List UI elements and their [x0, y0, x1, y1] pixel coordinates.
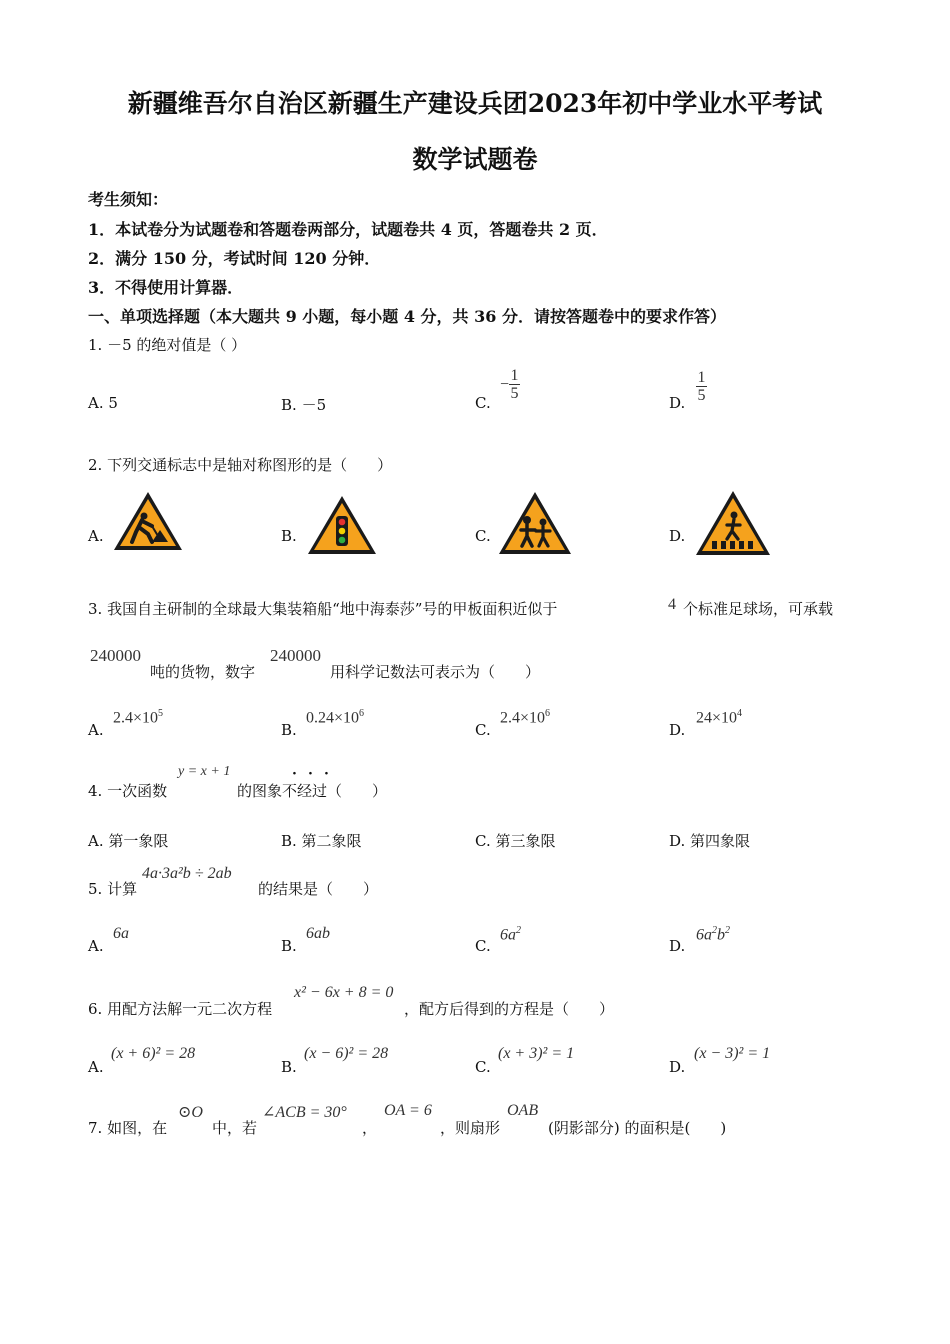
q1-c-denominator: 5	[510, 385, 519, 402]
q5-formula: 4a·3a²b ÷ 2ab	[142, 865, 232, 882]
q3-c-label: C.	[475, 721, 491, 739]
q3-c-exp: 6	[545, 708, 551, 719]
q1-c-frac	[509, 367, 520, 402]
pedestrian-crossing-sign-icon	[694, 489, 772, 557]
q7-part1: 7. 如图，在	[88, 1119, 168, 1137]
q1-option-b	[281, 394, 326, 415]
notice-item-3: 3．不得使用计算器．	[88, 278, 244, 297]
q7-circle-o: ⊙O	[178, 1104, 203, 1121]
q4-formula: y = x + 1	[178, 764, 231, 779]
q3-end-text: 用科学记数法可表示为（ ）	[330, 663, 541, 681]
q7-oa: OA = 6	[384, 1102, 432, 1119]
emphasis-dot: ·	[292, 766, 297, 782]
q7-part3: ，	[362, 1119, 378, 1137]
children-crossing-sign-icon	[497, 490, 573, 556]
q1-d-numerator: 1	[697, 369, 706, 386]
q5-d-label: D.	[669, 937, 686, 955]
q1-a-label: A.	[88, 394, 104, 412]
q1-c-sign: −	[500, 375, 510, 393]
q3-value1: 240000	[90, 646, 141, 665]
q6-a-label: A.	[88, 1058, 104, 1076]
q2-a-label: A.	[88, 527, 104, 545]
q3-stem-part2: 个标准足球场，可承载	[683, 600, 834, 618]
q2-stem: 2. 下列交通标志中是轴对称图形的是（ ）	[88, 456, 393, 474]
q3-a-label: A.	[88, 721, 104, 739]
q6-b-value: (x − 6)² = 28	[304, 1045, 389, 1062]
q2-c-label: C.	[475, 527, 491, 545]
q3-d-label: D.	[669, 721, 686, 739]
q3-stem-part1: 3. 我国自主研制的全球最大集装箱船“地中海泰莎”号的甲板面积近似于	[88, 600, 558, 618]
q3-a-base: 2.4×10	[113, 709, 159, 727]
q4-option-d: D. 第四象限	[669, 832, 751, 850]
roadwork-sign-icon	[112, 490, 184, 552]
q1-a-text: 5	[108, 394, 118, 412]
q5-a-value: 6a	[113, 925, 129, 942]
q1-d-denominator: 5	[697, 387, 706, 404]
q5-a-label: A.	[88, 937, 104, 955]
q5-b-value: 6ab	[306, 925, 330, 942]
q1-c-label: C.	[475, 394, 491, 412]
emphasis-dot: ·	[308, 766, 313, 782]
q1-d-label: D.	[669, 394, 686, 412]
q3-a-value	[113, 708, 163, 727]
q6-d-value: (x − 3)² = 1	[694, 1045, 771, 1062]
q6-c-label: C.	[475, 1058, 491, 1076]
exam-title: 新疆维吾尔自治区新疆生产建设兵团2023年初中学业水平考试	[127, 89, 823, 118]
q6-d-label: D.	[669, 1058, 686, 1076]
q7-part2: 中，若	[212, 1119, 258, 1137]
q4-option-b: B. 第二象限	[281, 832, 362, 850]
q1-c-numerator: 1	[510, 367, 519, 384]
q3-b-value	[306, 708, 364, 727]
q2-d-label: D.	[669, 527, 686, 545]
q7-part5: (阴影部分) 的面积是( )	[548, 1119, 727, 1137]
q5-c-label: C.	[475, 937, 491, 955]
q7-sector: OAB	[507, 1102, 539, 1119]
exam-subtitle: 数学试题卷	[412, 145, 538, 174]
q3-b-base: 0.24×10	[306, 709, 360, 727]
q3-d-exp: 4	[737, 708, 743, 719]
q6-a-value: (x + 6)² = 28	[111, 1045, 196, 1062]
q2-b-label: B.	[281, 527, 297, 545]
q3-stem-num: 4	[668, 596, 676, 613]
q3-c-value	[500, 708, 550, 727]
q1-option-c-fraction	[500, 367, 520, 402]
q5-c-value	[500, 925, 521, 944]
q6-formula: x² − 6x + 8 = 0	[294, 984, 394, 1001]
q5-c-base: 6a	[500, 926, 516, 944]
q5-d-value	[696, 925, 730, 944]
q1-b-label: B.	[281, 396, 297, 414]
q5-stem-suffix: 的结果是（ ）	[258, 880, 379, 898]
q3-d-value	[696, 708, 742, 727]
q5-d-base1: 6a	[696, 926, 712, 944]
notice-item-2: 2．满分 150 分，考试时间 120 分钟．	[88, 249, 381, 268]
q3-value2: 240000	[270, 646, 321, 665]
section-heading: 一、单项选择题（本大题共 9 小题，每小题 4 分，共 36 分．请按答题卷中的要求作答）	[88, 307, 726, 326]
notice-heading: 考生须知：	[88, 190, 169, 209]
q4-option-c: C. 第三象限	[475, 832, 556, 850]
q3-a-exp: 5	[158, 708, 164, 719]
q5-c-exp: 2	[516, 925, 521, 936]
q5-d-exp1: 2	[712, 925, 717, 936]
q7-part4: ，则扇形	[440, 1119, 501, 1137]
q6-stem-suffix: ，配方后得到的方程是（ ）	[404, 1000, 615, 1018]
traffic-light-sign-icon	[306, 494, 378, 556]
q1-option-a	[88, 394, 118, 412]
q4-option-a: A. 第一象限	[88, 832, 169, 850]
emphasis-dot: ·	[324, 766, 329, 782]
q3-b-label: B.	[281, 721, 297, 739]
q6-c-value: (x + 3)² = 1	[498, 1045, 575, 1062]
q7-angle: ∠ACB = 30°	[262, 1104, 347, 1121]
notice-item-1: 1．本试卷分为试题卷和答题卷两部分，试题卷共 4 页，答题卷共 2 页．	[88, 220, 608, 239]
q4-stem-prefix: 4. 一次函数	[88, 782, 168, 800]
q5-d-base2: b	[717, 926, 725, 944]
q1-stem: 1. －5 的绝对值是（ ）	[88, 336, 247, 354]
q4-stem-suffix: 的图象不经过（ ）	[237, 782, 388, 800]
q3-mid-text: 吨的货物，数字	[150, 663, 256, 681]
q1-d-frac	[696, 369, 707, 404]
q5-d-exp2: 2	[725, 925, 730, 936]
q6-b-label: B.	[281, 1058, 297, 1076]
q6-stem-prefix: 6. 用配方法解一元二次方程	[88, 1000, 273, 1018]
q3-b-exp: 6	[359, 708, 365, 719]
q3-c-base: 2.4×10	[500, 709, 546, 727]
q1-option-d-fraction	[696, 367, 707, 404]
q3-d-base: 24×10	[696, 709, 738, 727]
q1-b-text: －5	[301, 396, 327, 414]
q5-b-label: B.	[281, 937, 297, 955]
q5-stem-prefix: 5. 计算	[88, 880, 138, 898]
